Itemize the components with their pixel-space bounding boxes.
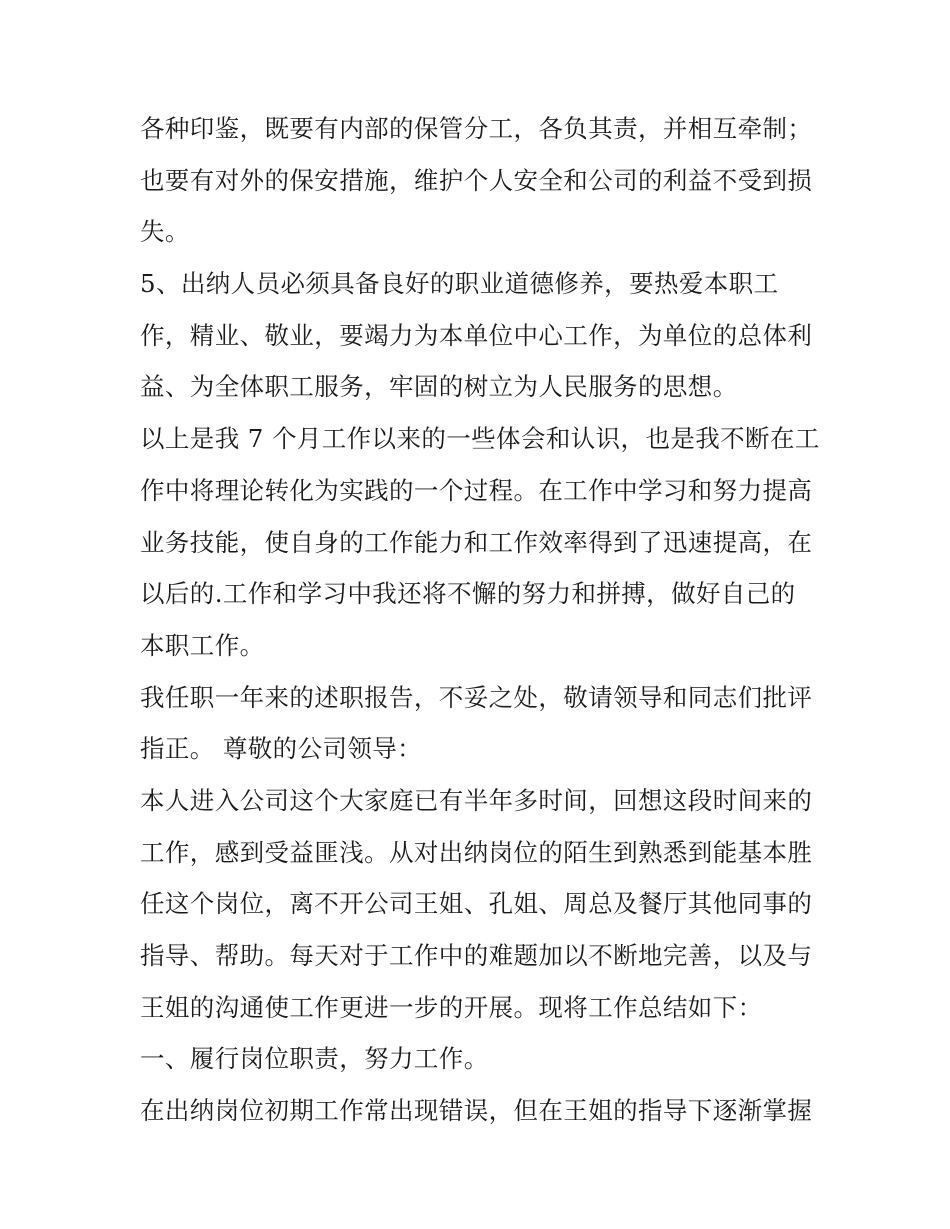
text-line: 业务技能，使自身的工作能力和工作效率得到了迅速提高，在	[140, 527, 813, 557]
text-line: 本人进入公司这个大家庭已有半年多时间，回想这段时间来的	[140, 785, 813, 815]
text-line: 在出纳岗位初期工作常出现错误，但在王姐的指导下逐渐掌握	[140, 1096, 813, 1126]
text-line: 各种印鉴，既要有内部的保管分工，各负其责，并相互牵制；	[140, 114, 813, 143]
text-line: 工作，感到受益匪浅。从对出纳岗位的陌生到熟悉到能基本胜	[140, 837, 813, 867]
text-line: 5、出纳人员必须具备良好的职业道德修养，要热爱本职工	[140, 269, 779, 299]
text-line: 一、履行岗位职责，努力工作。	[140, 1044, 489, 1074]
text-line: 王姐的沟通使工作更进一步的开展。现将工作总结如下：	[140, 992, 763, 1022]
text-line: 指导、帮助。每天对于工作中的难题加以不断地完善，以及与	[140, 941, 813, 970]
text-line: 指正。 尊敬的公司领导：	[140, 734, 423, 764]
text-line: 益、为全体职工服务，牢固的树立为人民服务的思想。	[140, 372, 738, 402]
text-line: 以后的.工作和学习中我还将不懈的努力和拼搏，做好自己的	[140, 579, 796, 609]
text-line: 我任职一年来的述职报告，不妥之处，敬请领导和同志们批评	[140, 682, 813, 712]
text-line: 作，精业、敬业，要竭力为本单位中心工作，为单位的总体利	[140, 320, 813, 350]
text-line: 任这个岗位，离不开公司王姐、孔姐、周总及餐厅其他同事的	[140, 889, 813, 919]
text-line: 也要有对外的保安措施，维护个人安全和公司的利益不受到损	[140, 165, 813, 195]
text-line: 以上是我 7 个月工作以来的一些体会和认识，也是我不断在工	[140, 424, 820, 454]
document-body	[140, 103, 820, 1137]
text-line: 作中将理论转化为实践的一个过程。在工作中学习和努力提高	[140, 475, 813, 505]
text-line: 失。	[140, 217, 190, 247]
text-line: 本职工作。	[140, 630, 265, 660]
